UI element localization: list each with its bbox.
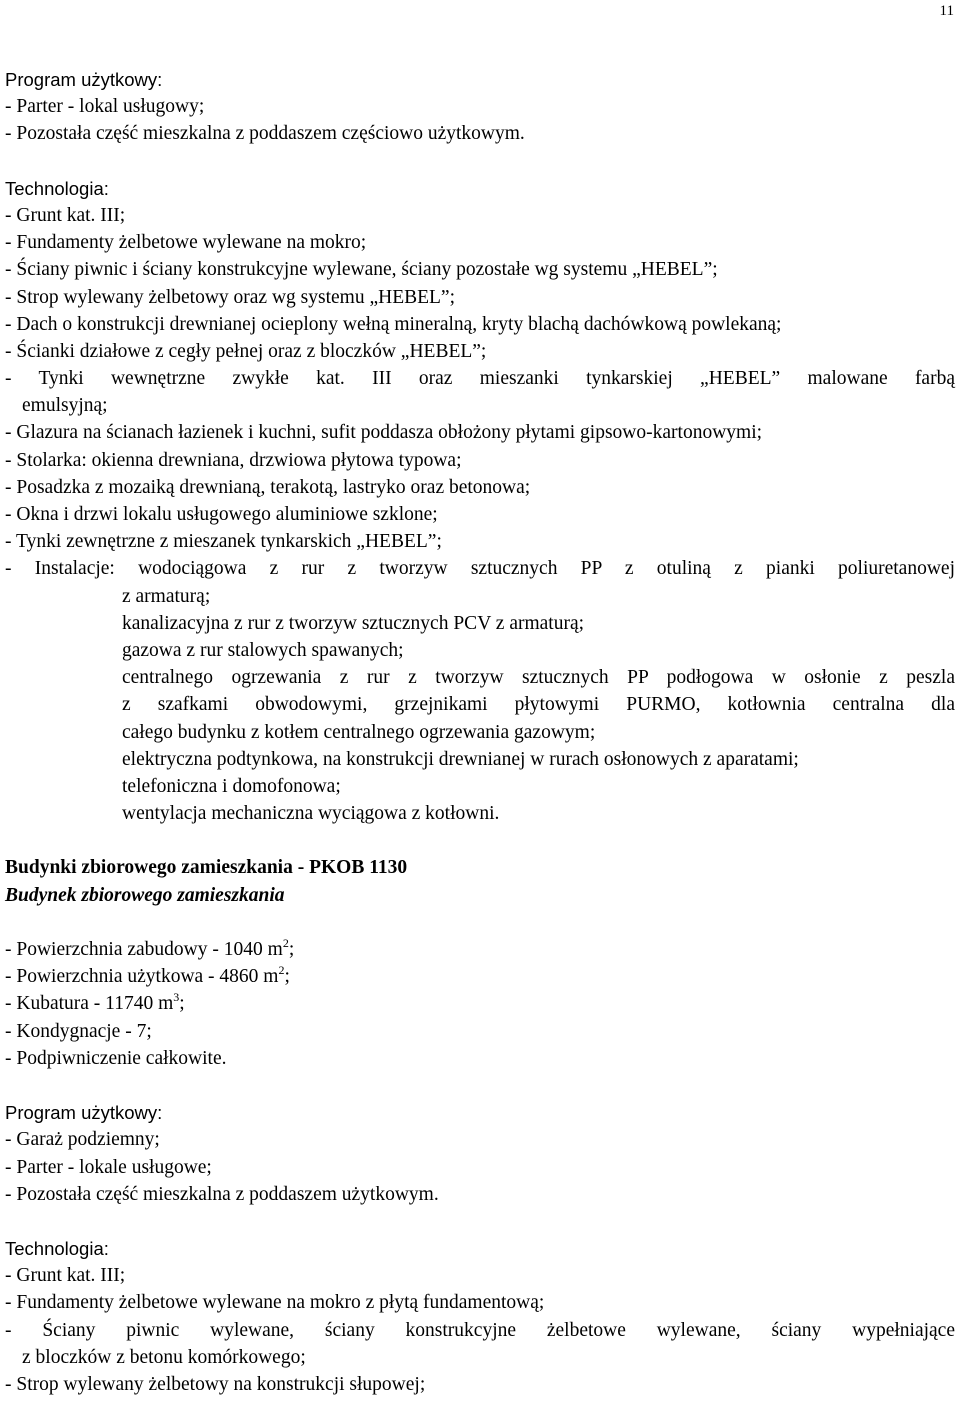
- installations-sub: gazowa z rur stalowych spawanych;: [122, 639, 404, 661]
- installations-sub: wentylacja mechaniczna wyciągowa z kotłowni.: [122, 803, 500, 825]
- tech-item: - Dach o konstrukcji drewnianej ocieplony wełną mineralną, kryty blachą dachówkową powlekaną;: [5, 313, 782, 335]
- program-heading: Program użytkowy:: [5, 1102, 163, 1124]
- program-item: - Pozostała część mieszkalna z poddaszem częściowo użytkowym.: [5, 123, 525, 145]
- section-title: Budynki zbiorowego zamieszkania - PKOB 1130: [5, 857, 408, 879]
- tech-item: - Strop wylewany żelbetowy oraz wg systemu „HEBEL”;: [5, 286, 456, 308]
- tech-item: - Ściany piwnic wylewane, ściany konstrukcyjne żelbetowe wylewane, ściany wypełniające: [5, 1319, 955, 1341]
- param-item: - Kubatura - 11740 $m^3$;: [5, 990, 185, 1015]
- technology-heading: Technologia:: [5, 1238, 109, 1260]
- tech-item: - Posadzka z mozaiką drewnianą, terakotą, lastryko oraz betonowa;: [5, 476, 531, 498]
- tech-item: - Grunt kat. III;: [5, 1265, 126, 1287]
- tech-item: - Strop wylewany żelbetowy na konstrukcji słupowej;: [5, 1374, 426, 1395]
- tech-item: - Okna i drzwi lokalu usługowego aluminiowe szklone;: [5, 504, 438, 525]
- tech-item: - Ściany piwnic i ściany konstrukcyjne wylewane, ściany pozostałe wg systemu „HEBEL”;: [5, 259, 718, 281]
- program-heading: Program użytkowy:: [5, 69, 163, 90]
- technology-heading: Technologia:: [5, 177, 109, 199]
- param-item: - Powierzchnia zabudowy - 1040 $m^2$;: [5, 936, 295, 960]
- installations-sub: z armaturą;: [122, 585, 211, 607]
- tech-item: - Grunt kat. III;: [5, 204, 126, 226]
- tech-item: - Tynki wewnętrzne zwykłe kat. III oraz mieszanki tynkarskiej „HEBEL” malowane farbą: [5, 368, 955, 390]
- tech-item: - Ścianki działowe z cegły pełnej oraz z bloczków „HEBEL”;: [5, 340, 487, 362]
- installations-sub: elektryczna podtynkowa, na konstrukcji drewnianej w rurach osłonowych z aparatami;: [122, 748, 799, 770]
- tech-item: - Stolarka: okienna drewniana, drzwiowa płytowa typowa;: [5, 449, 462, 471]
- document-body: [5, 66, 955, 1398]
- tech-item-continuation: z bloczków z betonu komórkowego;: [22, 1346, 306, 1368]
- param-item: - Podpiwniczenie całkowite.: [5, 1047, 227, 1069]
- param-item: - Powierzchnia użytkowa - 4860 $m^2$;: [5, 963, 290, 988]
- tech-item: - Tynki zewnętrzne z mieszanek tynkarskich „HEBEL”;: [5, 531, 442, 553]
- program-item: - Parter - lokal usługowy;: [5, 96, 205, 118]
- installations-sub: całego budynku z kotłem centralnego ogrzewania gazowym;: [122, 721, 596, 743]
- program-item: - Pozostała część mieszkalna z poddaszem użytkowym.: [5, 1183, 439, 1205]
- param-item: - Kondygnacje - 7;: [5, 1020, 152, 1042]
- installations-item: - Instalacje: wodociągowa z rur z tworzyw sztucznych PP z otuliną z pianki poliuretanowej: [5, 558, 955, 580]
- program-item: - Parter - lokale usługowe;: [5, 1156, 212, 1178]
- installations-sub: kanalizacyjna z rur z tworzyw sztucznych PCV z armaturą;: [122, 612, 585, 634]
- installations-sub: centralnego ogrzewania z rur z tworzyw sztucznych PP podłogowa w osłonie z peszla: [122, 667, 955, 689]
- tech-item: - Glazura na ścianach łazienek i kuchni, sufit poddasza obłożony płytami gipsowo-kartonowymi;: [5, 422, 763, 444]
- tech-item: - Fundamenty żelbetowe wylewane na mokro;: [5, 232, 367, 254]
- program-item: - Garaż podziemny;: [5, 1129, 160, 1151]
- installations-sub: z szafkami obwodowymi, grzejnikami płytowymi PURMO, kotłownia centralna dla: [122, 694, 955, 716]
- installations-sub: telefoniczna i domofonowa;: [122, 775, 341, 797]
- section-subtitle: Budynek zbiorowego zamieszkania: [5, 884, 285, 906]
- tech-item-continuation: emulsyjną;: [22, 395, 108, 417]
- tech-item: - Fundamenty żelbetowe wylewane na mokro z płytą fundamentową;: [5, 1292, 545, 1314]
- page-number: 11: [939, 3, 954, 19]
